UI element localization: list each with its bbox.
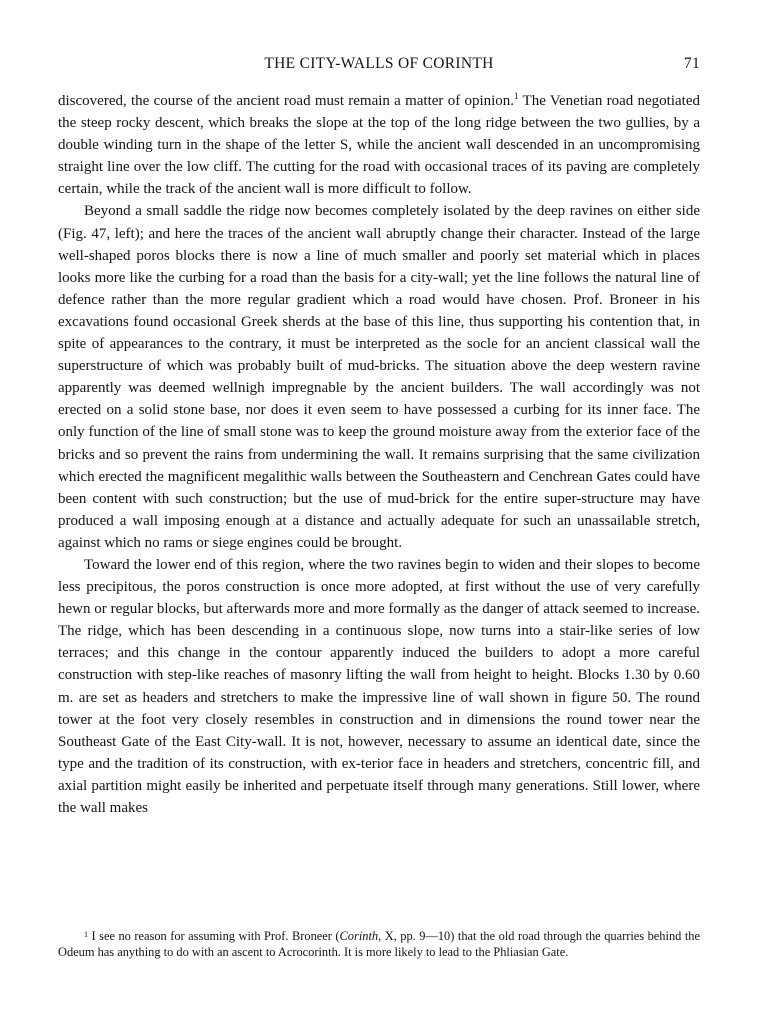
paragraph-1-text-after: The Venetian road negotiated the steep rocky descent, which breaks the slope at the top of the long ridge between the two gullies, by a double winding turn in the shape of the letter S, while the ancient wall descended in an uncompromising straight line over the low cliff. The cutting for the road with occasional traces of its paving are completely certain, while the track of the ancient wall is more difficult to follow. [58,93,700,198]
paragraph-2: Beyond a small saddle the ridge now becomes completely isolated by the deep ravines on either side (Fig. 47, left); and here the traces of the ancient wall abruptly change their character. Instead of the large well-shaped poros blocks there is now a line of much smaller and poorly set material which in places looks more like the curbing for a road than the basis for a city-wall; yet the line follows the natural line of defence rather than the more regular gradient which a road would have chosen. Prof. Broneer in his excavations found occasional Greek sherds at the base of this line, thus supporting his contention that, in spite of appearances to the contrary, it must be interpreted as the socle for an ancient classical wall the superstructure of which was probably built of mud-bricks. The situation above the deep western ravine apparently was deemed wellnigh impregnable by the ancient builders. The wall accordingly was not erected on a solid stone base, nor does it even seem to have possessed a curbing for its inner face. The only function of the line of small stone was to keep the ground moisture away from the exterior face of the bricks and so prevent the rains from undermining the wall. It remains surprising that the same civilization which erected the magnificent megalithic walls between the Southeastern and Cenchrean Gates could have been content with such construction; but the use of mud-brick for the entire super-structure may have produced a wall imposing enough at a distance and actually adequate for such an unassailable stretch, against which no rams or siege engines could be brought. [58,203,700,551]
footnote-text-after: , X, pp. 9—10) that the old road through the quarries behind the Odeum has anything to do with an ascent to Acrocorinth. It is more likely to lead to the Phliasian Gate. [58,929,700,960]
footnote-reference: 1 [514,91,519,101]
paragraph-1 [58,90,700,200]
running-title: THE CITY-WALLS OF CORINTH [264,55,494,72]
paragraph-3: Toward the lower end of this region, where the two ravines begin to widen and their slopes to become less precipitous, the poros construction is once more adopted, at first without the use of very carefully hewn or regular blocks, but afterwards more and more formally as the danger of attack seemed to increase. The ridge, which has been descending in a continuous slope, now turns into a stair-like series of low terraces; and this change in the contour apparently induced the builders to adopt a more careful construction with step-like reaches of masonry lifting the wall from height to height. Blocks 1.30 by 0.60 m. are set as headers and stretchers to make the impressive line of wall shown in figure 50. The round tower at the foot very closely resembles in construction and in dimensions the round tower near the Southeast Gate of the East City-wall. It is not, however, necessary to assume an identical date, since the type and the tradition of its construction, with ex-terior face in headers and stretchers, concentric fill, and axial partition might easily be inherited and perpetuate itself through many generations. Still lower, where the wall makes [58,556,700,816]
body-text [58,90,700,819]
page-number: 71 [683,55,700,72]
footnote-citation: Corinth [339,929,379,943]
footnote-marker: 1 [84,930,88,939]
footnote-text-before: I see no reason for assuming with Prof. Broneer ( [88,929,340,943]
running-header [58,55,700,79]
footnote [58,928,700,961]
paragraph-1-text: discovered, the course of the ancient road must remain a matter of opinion. [58,93,515,109]
